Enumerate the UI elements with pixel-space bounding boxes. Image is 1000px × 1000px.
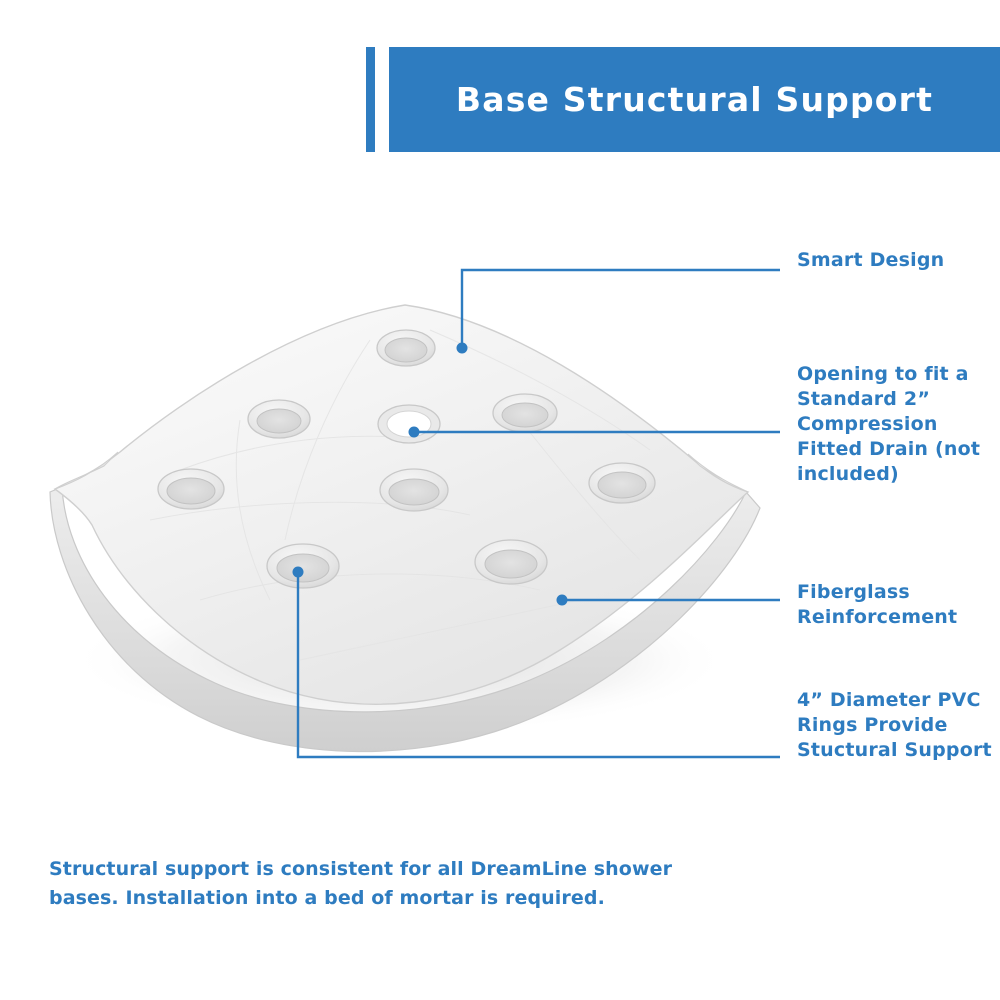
pvc-ring: [248, 400, 310, 438]
callout-label-pvc-rings: 4” Diameter PVC Rings Provide Stuctural Support: [797, 689, 992, 762]
pvc-ring: [475, 540, 547, 584]
pvc-ring: [267, 544, 339, 588]
callout-label-fiberglass-reinforcement: Fiberglass Reinforcement: [797, 581, 958, 629]
footer-note: Structural support is consistent for all DreamLine shower bases. Installation into a bed of mortar is required.: [49, 858, 673, 910]
pvc-ring: [158, 469, 224, 509]
pvc-ring: [377, 330, 435, 366]
drain-opening: [378, 405, 440, 443]
callout-label-opening-drain: Opening to fit a Standard 2” Compression Fitted Drain (not included): [797, 363, 981, 486]
pvc-ring: [589, 463, 655, 503]
pvc-ring: [493, 394, 557, 432]
callout-label-smart-design: Smart Design: [797, 249, 945, 271]
page-title: Base Structural Support: [455, 80, 934, 119]
pvc-ring: [380, 469, 448, 511]
